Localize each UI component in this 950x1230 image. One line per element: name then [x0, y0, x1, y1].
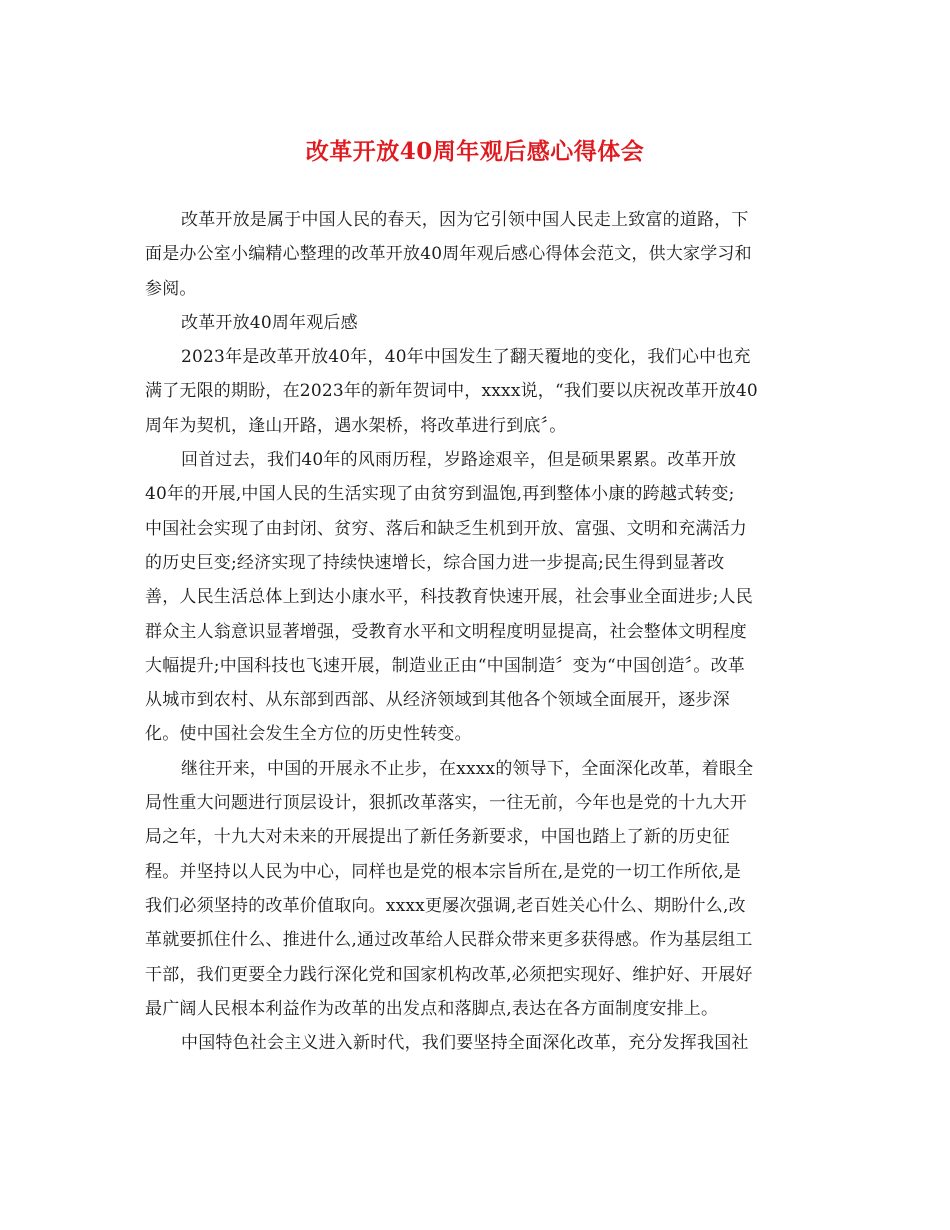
text-line: 中国特色社会主义进入新时代，我们要坚持全面深化改革，充分发挥我国社: [181, 1033, 749, 1054]
text-line: 局之年，十九大对未来的开展提出了新任务新要求，中国也踏上了新的历史征: [145, 827, 730, 848]
text-line: 善，人民生活总体上到达小康水平，科技教育快速开展，社会事业全面进步;人民: [145, 587, 753, 608]
paragraph: [145, 443, 807, 752]
paragraph: [145, 340, 807, 443]
document-title: 改革开放40周年观后感心得体会: [305, 138, 645, 165]
text-line: 回首过去，我们40年的风雨历程，岁路途艰辛，但是硕果累累。改革开放: [181, 450, 737, 471]
text-line: 改革开放是属于中国人民的春天，因为它引领中国人民走上致富的道路，下: [181, 210, 749, 230]
text-line: 改革开放40周年观后感: [181, 312, 358, 333]
paragraph: [145, 752, 807, 1026]
text-line: 40年的开展,中国人民的生活实现了由贫穷到温饱,再到整体小康的跨越式转变;: [145, 484, 735, 505]
text-line: 从城市到农村、从东部到西部、从经济领域到其他各个领域全面展开，逐步深: [145, 690, 730, 711]
text-line: 满了无限的期盼，在2023年的新年贺词中，xxxx说，“我们要以庆祝改革开放40: [145, 381, 758, 402]
text-line: 的历史巨变;经济实现了持续快速增长，综合国力进一步提高;民生得到显著改: [145, 552, 725, 573]
text-line: 最广阔人民根本利益作为改革的出发点和落脚点,表达在各方面制度安排上。: [145, 998, 719, 1019]
document-body: [145, 203, 807, 1060]
text-line: 中国社会实现了由封闭、贫穷、落后和缺乏生机到开放、富强、文明和充满活力: [145, 518, 747, 539]
text-line: 群众主人翁意识显著增强，受教育水平和文明程度明显提高，社会整体文明程度: [145, 621, 747, 642]
text-line: 面是办公室小编精心整理的改革开放40周年观后感心得体会范文，供大家学习和: [145, 244, 752, 265]
paragraph: [145, 1026, 807, 1060]
text-line: 化。使中国社会发生全方位的历史性转变。: [145, 724, 472, 745]
paragraph: [145, 306, 807, 340]
text-line: 干部，我们更要全力践行深化党和国家机构改革,必须把实现好、维护好、开展好: [145, 964, 753, 985]
text-line: 参阅。: [145, 278, 197, 299]
text-line: 局性重大问题进行顶层设计，狠抓改革落实，一往无前，今年也是党的十九大开: [145, 793, 747, 814]
text-line: 大幅提升;中国科技也飞速开展，制造业正由“中国制造〞变为“中国创造〞。改革: [145, 655, 746, 676]
text-line: 周年为契机，逢山开路，遇水架桥，将改革进行到底〞。: [145, 415, 567, 436]
text-line: 程。并坚持以人民为中心，同样也是党的根本宗旨所在,是党的一切工作所依,是: [145, 861, 742, 882]
text-line: 我们必须坚持的改革价值取向。xxxx更屡次强调,老百姓关心什么、期盼什么,改: [145, 895, 746, 916]
text-line: 2023年是改革开放40年，40年中国发生了翻天覆地的变化，我们心中也充: [181, 347, 751, 368]
text-line: 继往开来，中国的开展永不止步，在xxxx的领导下，全面深化改革，着眼全: [181, 758, 754, 779]
paragraph: [145, 203, 807, 306]
text-line: 革就要抓住什么、推进什么,通过改革给人民群众带来更多获得感。作为基层组工: [145, 930, 753, 951]
